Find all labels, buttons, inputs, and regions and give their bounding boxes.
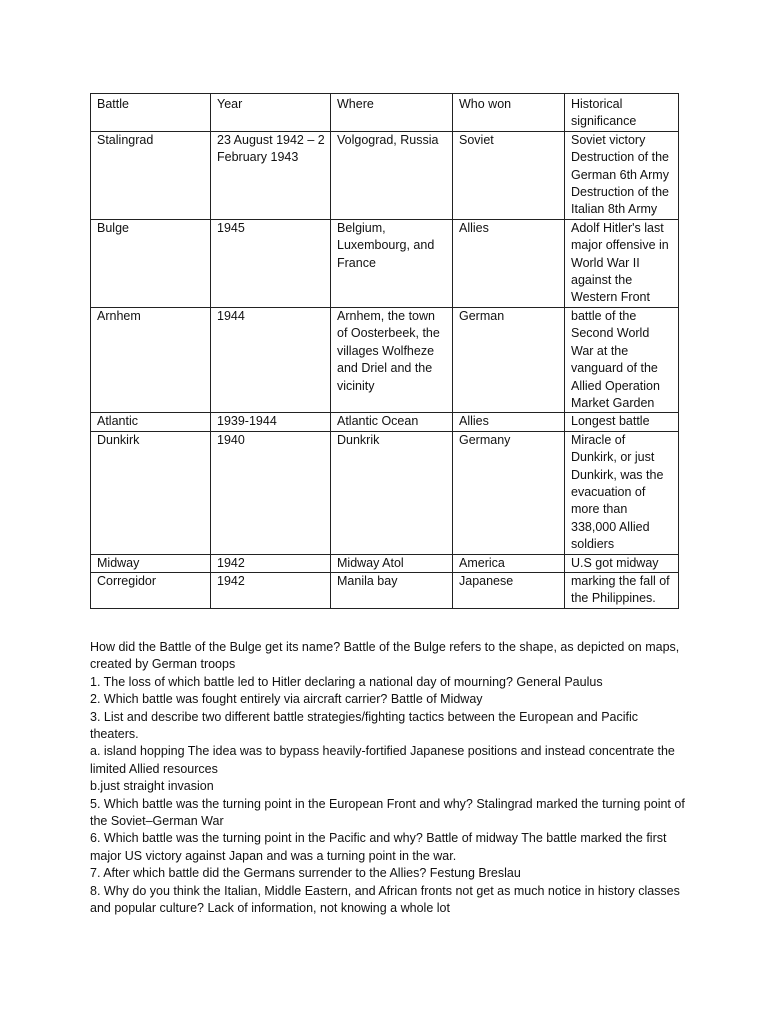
table-cell: Arnhem (91, 307, 211, 412)
header-cell-battle: Battle (91, 94, 211, 132)
table-cell: 1939-1944 (211, 413, 331, 431)
question-paragraph: 2. Which battle was fought entirely via aircraft carrier? Battle of Midway (90, 692, 483, 707)
table-cell: Longest battle (565, 413, 679, 431)
table-cell: Corregidor (91, 572, 211, 608)
table-cell: Dunkirk (91, 431, 211, 554)
table-cell: Allies (453, 219, 565, 307)
questions-section (90, 639, 690, 918)
header-cell-who-won: Who won (453, 94, 565, 132)
table-row (91, 431, 679, 554)
table-cell: 1944 (211, 307, 331, 412)
question-paragraph: 7. After which battle did the Germans surrender to the Allies? Festung Breslau (90, 866, 521, 881)
table-cell: Atlantic (91, 413, 211, 431)
question-paragraph: a. island hopping The idea was to bypass heavily-fortified Japanese positions and instead concentrate the limited Allied resources (90, 744, 675, 776)
table-cell: marking the fall of the Philippines. (565, 572, 679, 608)
table-cell: America (453, 554, 565, 572)
table-row (91, 413, 679, 431)
header-cell-significance: Historical significance (565, 94, 679, 132)
question-paragraph: 5. Which battle was the turning point in the European Front and why? Stalingrad marked the turning point of the Soviet–German War (90, 796, 685, 829)
table-cell: Belgium, Luxembourg, and France (331, 219, 453, 307)
table-cell: Miracle of Dunkirk, or just Dunkirk, was the evacuation of more than 338,000 Allied soldiers (565, 431, 679, 554)
table-cell: 23 August 1942 – 2 February 1943 (211, 131, 331, 219)
table-cell: Atlantic Ocean (331, 413, 453, 431)
table-cell: Germany (453, 431, 565, 554)
table-row (91, 307, 679, 412)
table-cell: Soviet victory Destruction of the German 6th Army Destruction of the Italian 8th Army (565, 131, 679, 219)
question-paragraph: 6. Which battle was the turning point in the Pacific and why? Battle of midway The battle marked the first major US victory against Japan and was a turning point in the war. (90, 831, 667, 863)
table-cell: Midway Atol (331, 554, 453, 572)
table-cell: 1945 (211, 219, 331, 307)
table-cell: Stalingrad (91, 131, 211, 219)
table-row (91, 554, 679, 572)
table-header-row (91, 94, 679, 132)
table-cell: Manila bay (331, 572, 453, 608)
table-cell: U.S got midway (565, 554, 679, 572)
table-cell: battle of the Second World War at the vanguard of the Allied Operation Market Garden (565, 307, 679, 412)
table-cell: Adolf Hitler's last major offensive in World War II against the Western Front (565, 219, 679, 307)
table-cell: Soviet (453, 131, 565, 219)
question-paragraph: How did the Battle of the Bulge get its name? Battle of the Bulge refers to the shape, as depicted on maps, created by German troops (90, 640, 680, 672)
question-paragraph: 1. The loss of which battle led to Hitler declaring a national day of mourning? General Paulus (90, 674, 603, 689)
header-cell-where: Where (331, 94, 453, 132)
table-row (91, 572, 679, 608)
table-cell: Dunkrik (331, 431, 453, 554)
table-cell: Japanese (453, 572, 565, 608)
table-cell: Volgograd, Russia (331, 131, 453, 219)
battles-table (90, 93, 679, 609)
table-cell: 1942 (211, 554, 331, 572)
table-cell: 1940 (211, 431, 331, 554)
question-paragraph: 3. List and describe two different battle strategies/fighting tactics between the European and Pacific theaters. (90, 709, 639, 742)
table-cell: Arnhem, the town of Oosterbeek, the villages Wolfheze and Driel and the vicinity (331, 307, 453, 412)
table-cell: German (453, 307, 565, 412)
table-cell: Midway (91, 554, 211, 572)
question-paragraph: b.just straight invasion (90, 779, 214, 794)
question-paragraph: 8. Why do you think the Italian, Middle Eastern, and African fronts not get as much notice in history classes and popular culture? Lack of information, not knowing a whole lot (90, 883, 680, 916)
table-cell: Allies (453, 413, 565, 431)
table-cell: Bulge (91, 219, 211, 307)
table-row (91, 131, 679, 219)
table-cell: 1942 (211, 572, 331, 608)
table-row (91, 219, 679, 307)
header-cell-year: Year (211, 94, 331, 132)
